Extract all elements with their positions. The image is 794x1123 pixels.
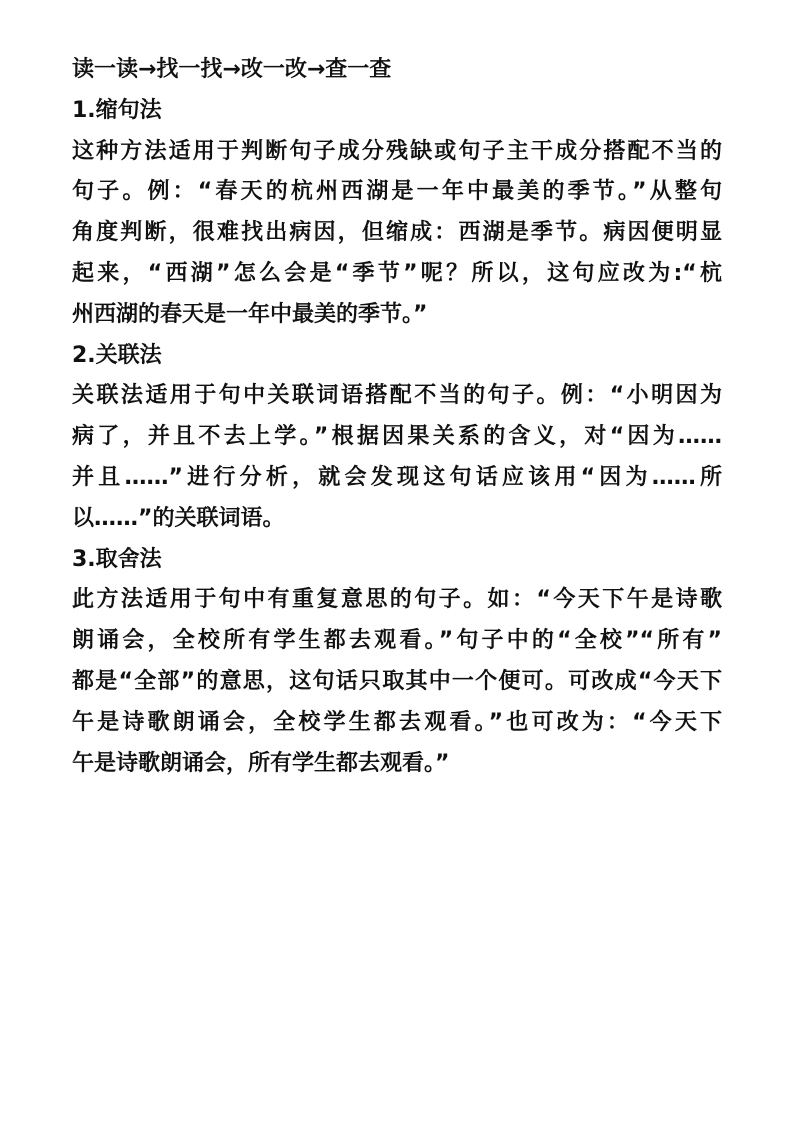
paragraph-line: 以……”的关联词语。 (72, 505, 285, 531)
paragraph-line: 并且……”进行分析，就会发现这句话应该用“因为……所 (72, 464, 722, 490)
paragraph-line: 此方法适用于句中有重复意思的句子。如：“今天下午是诗歌 (72, 587, 722, 613)
paragraph-line: 角度判断，很难找出病因，但缩成：西湖是季节。病因便明显 (72, 220, 722, 246)
paragraph-line: 关联法适用于句中关联词语搭配不当的句子。例：“小明因为 (72, 383, 722, 409)
document-title: 读一读→找一找→改一改→查一查 (72, 57, 392, 82)
paragraph-line: 起来，“西湖”怎么会是“季节”呢？所以，这句应改为:“杭 (72, 260, 722, 286)
paragraph-line: 这种方法适用于判断句子成分残缺或句子主干成分搭配不当的 (72, 138, 722, 164)
paragraph-line: 午是诗歌朗诵会，所有学生都去观看。” (72, 750, 450, 776)
section-suoju (72, 91, 722, 336)
paragraph-line: 朗诵会，全校所有学生都去观看。”句子中的“全校”“所有” (72, 628, 722, 654)
paragraph-line: 午是诗歌朗诵会，全校学生都去观看。”也可改为：“今天下 (72, 709, 722, 735)
section-heading: 2.关联法 (72, 342, 162, 368)
paragraph-line: 州西湖的春天是一年中最美的季节。” (72, 301, 428, 327)
paragraph-line: 病了，并且不去上学。”根据因果关系的含义，对“因为…… (72, 424, 722, 450)
section-qushe (72, 540, 722, 785)
document-page (72, 50, 722, 784)
section-heading: 3.取舍法 (72, 546, 162, 572)
section-heading: 1.缩句法 (72, 97, 162, 123)
section-guanlian (72, 336, 722, 540)
paragraph-line: 句子。例：“春天的杭州西湖是一年中最美的季节。”从整句 (72, 179, 722, 205)
paragraph-line: 都是“全部”的意思，这句话只取其中一个便可。可改成“今天下 (72, 668, 722, 694)
